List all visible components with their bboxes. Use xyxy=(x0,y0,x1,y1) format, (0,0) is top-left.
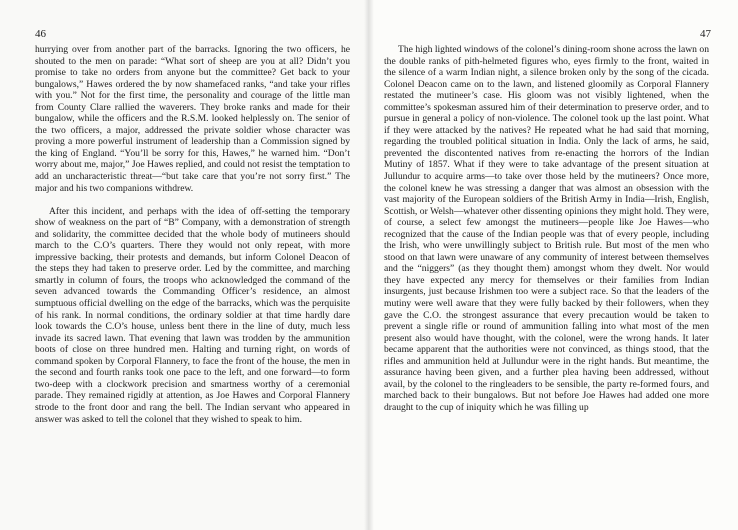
left-page-text xyxy=(35,44,350,425)
left-paragraph-1: hurrying over from another part of the barracks. Ignoring the two officers, he shouted to the men on parade: “What sort of sheep are you at all? Didn’t you promise to take no orders from anyone but the committee? Get back to your bungalows,” Hawes ordered the by now shamefaced ranks, “and take your rifles with you.” Not for the first time, the personality and courage of the little man from County Clare rallied the waverers. They broke ranks and made for their bungalow, while the officers and the R.S.M. looked helplessly on. The senior of the two officers, a major, addressed the private soldier whose character was proving a more powerful instrument of leadership than a Commission signed by the king of England. “You’ll be sorry for this, Hawes,” he warned him. “Don’t worry about me, major,” Joe Hawes replied, and could not resist the temptation to add an uncharacteristic threat—“but take care that you’re not sorry first.” The major and his two companions withdrew. xyxy=(35,44,350,194)
right-paragraph-1: The high lighted windows of the colonel’s dining-room shone across the lawn on the double ranks of pith-helmeted figures who, eyes firmly to the front, waited in the silence of a warm Indian night, a silence broken only by the song of the cicada. Colonel Deacon came on to the lawn, and listened gloomily as Corporal Flannery restated the mutineer’s case. His gloom was not visibly lightened, when the committee’s spokesman assured him of their determination to preserve order, and to pursue in general a policy of non-violence. The colonel took up the last point. What if they were attacked by the natives? He repeated what he had said that morning, regarding the troubled political situation in India. Only the lack of arms, he said, prevented the discontented natives from re-enacting the horrors of the Indian Mutiny of 1857. What if they were to take advantage of the present situation at Jullundur to acquire arms—to take over those held by the mutineers? Once more, the colonel knew he was stressing a danger that was almost an obsession with the vast majority of the European soldiers of the British Army in India—Irish, English, Scottish, or Welsh—whatever other dissenting opinions they might hold. They were, of course, a select few amongst the mutineers—people like Joe Hawes—who recognized that the cause of the Indian people was that of every people, including the Irish, who were unwillingly subject to British rule. But most of the men who stood on that lawn were unaware of any community of interest between themselves and the “niggers” (as they thought them) amongst whom they dwelt. Nor would they have expected any mercy for themselves or their families from Indian insurgents, just because Irishmen too were a subject race. So that the leaders of the mutiny were well aware that they were fully backed by their followers, when they gave the C.O. the strongest assurance that every precaution would be taken to prevent a single rifle or round of ammunition falling into what most of the men present also would have thought, with the colonel, were the wrong hands. It later became apparent that the authorities were not convinced, as things stood, that the rifles and ammunition held at Jullundur were in the right hands. But meantime, the assurance having been given, and a further plea having been addressed, without avail, by the colonel to the ringleaders to be sensible, the party re-formed fours, and marched back to their bungalows. But not before Joe Hawes had added one more draught to the cup of iniquity which he was filling up xyxy=(384,44,709,413)
left-paragraph-2: After this incident, and perhaps with the idea of off-setting the temporary show of weakness on the part of “B” Company, with a demonstration of strength and solidarity, the committee decided that the whole body of mutineers should march to the C.O’s quarters. There they would not only repeat, with more impressive backing, their protests and demands, but inform Colonel Deacon of the steps they had taken to preserve order. Led by the committee, and marching smartly in column of fours, the troops who acknowledged the command of the seven advanced towards the Commanding Officer’s residence, an almost sumptuous official dwelling on the edge of the barracks, which was the perquisite of his rank. In normal conditions, the ordinary soldier at that time hardly dare look towards the C.O’s house, unless bent there in the line of duty, much less invade its sacred lawn. That evening that lawn was trodden by the ammunition boots of close on three hundred men. Halting and turning right, on words of command spoken by Corporal Flannery, to face the front of the house, the men in the second and fourth ranks took one pace to the left, and one forward—to form two-deep with a clockwork precision and smartness worthy of a ceremonial parade. They remained rigidly at attention, as Joe Hawes and Corporal Flannery strode to the front door and rang the bell. The Indian servant who appeared in answer was asked to tell the colonel that they wished to speak to him. xyxy=(35,205,350,425)
right-page-text xyxy=(384,44,709,414)
right-page xyxy=(369,0,738,530)
book-gutter xyxy=(364,0,374,530)
left-page-number: 46 xyxy=(35,28,46,40)
right-page-number: 47 xyxy=(700,28,711,40)
